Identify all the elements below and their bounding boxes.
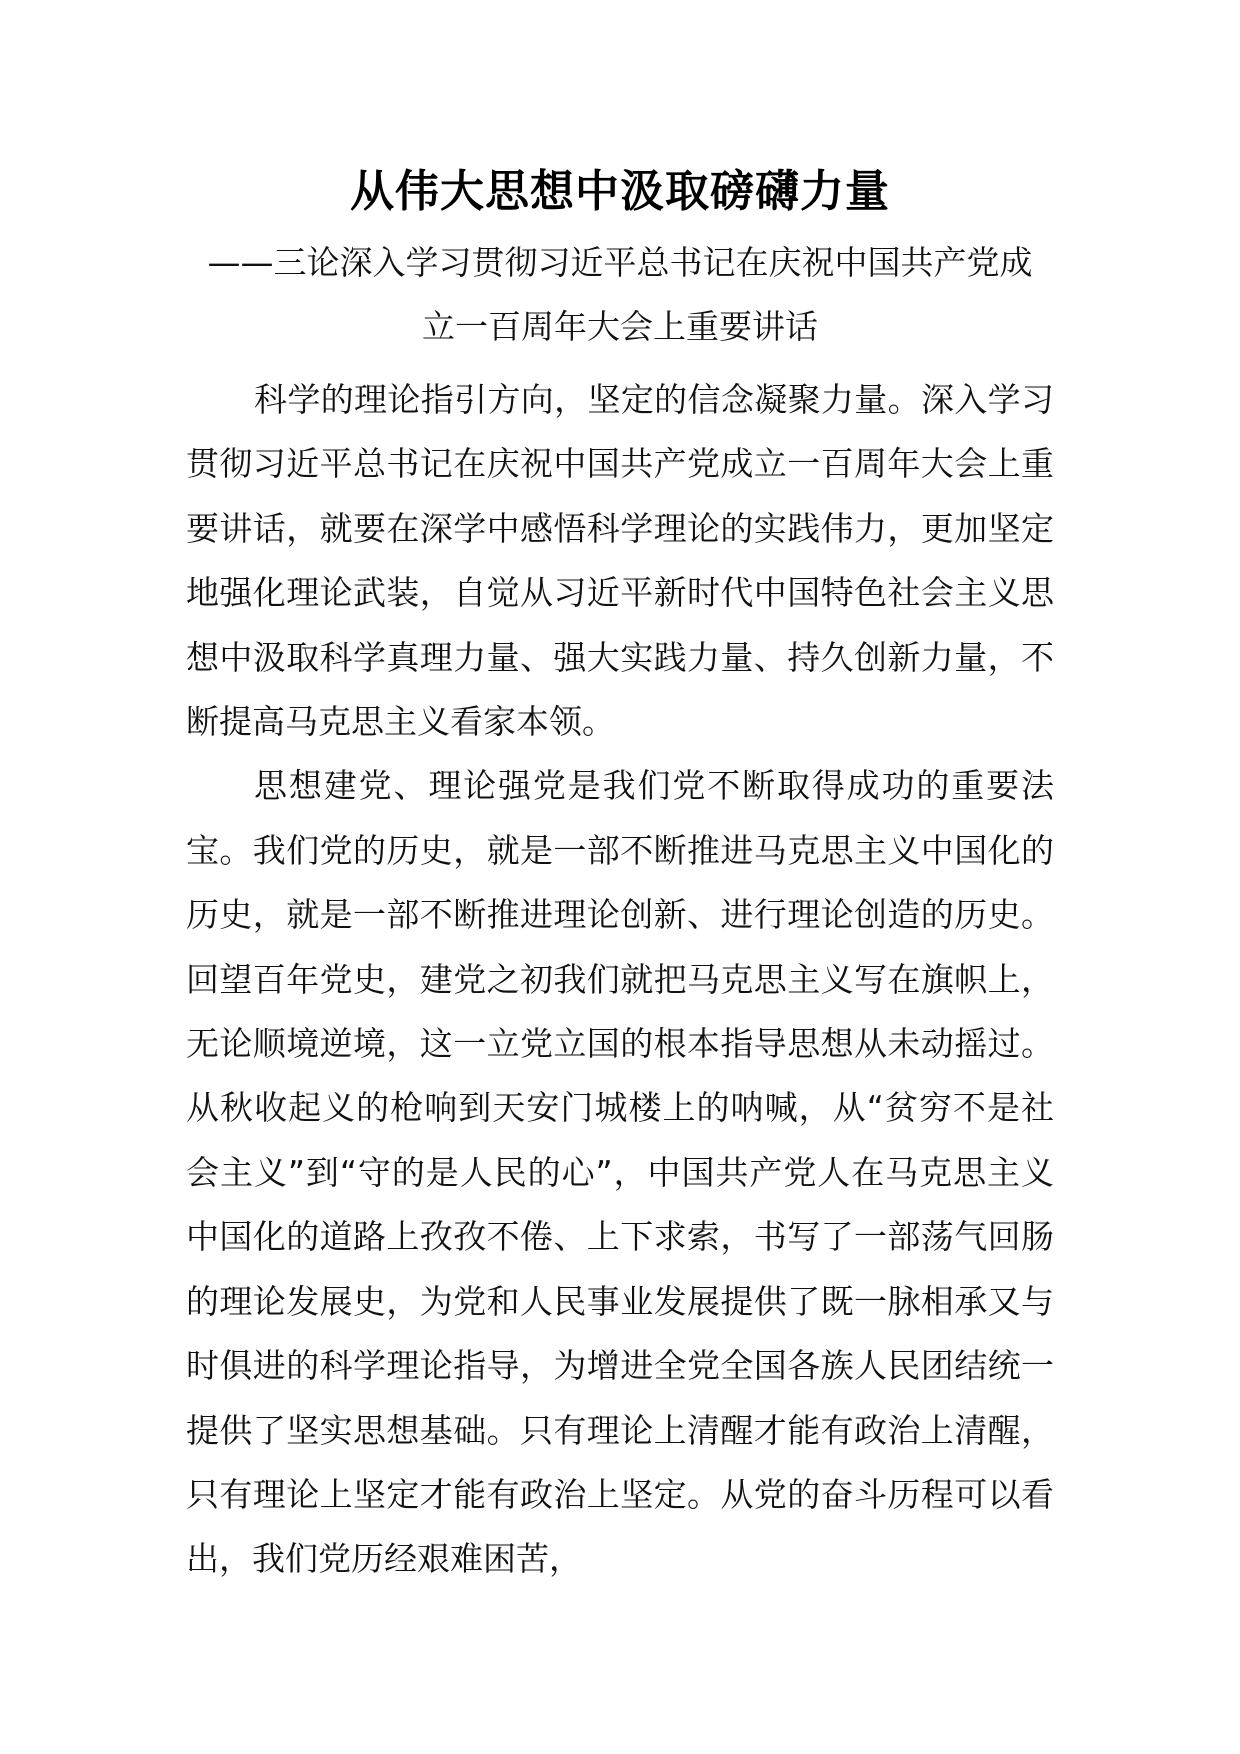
document-subtitle-line-1: ——三论深入学习贯彻习近平总书记在庆祝中国共产党成 — [207, 243, 1033, 282]
body-paragraph-2: 思想建党、理论强党是我们党不断取得成功的重要法宝。我们党的历史，就是一部不断推进马克思主义中国化的历史，就是一部不断推进理论创新、进行理论创造的历史。回望百年党史，建党之初我们就把马克思主义写在旗帜上，无论顺境逆境，这一立党立国的根本指导思想从未动摇过。从秋收起义的枪响到天安门城楼上的呐喊，从“贫穷不是社会主义”到“守的是人民的心”，中国共产党人在马克思主义中国化的道路上孜孜不倦、上下求索，书写了一部荡气回肠的理论发展史，为党和人民事业发展提供了既一脉相承又与时俱进的科学理论指导，为增进全党全国各族人民团结统一提供了坚实思想基础。只有理论上清醒才能有政治上清醒，只有理论上坚定才能有政治上坚定。从党的奋斗历程可以看出，我们党历经艰难困苦， — [186, 766, 1054, 1579]
document-body — [186, 368, 1054, 1592]
document-subtitle-line-2: 立一百周年大会上重要讲话 — [422, 307, 818, 346]
document-title: 从伟大思想中汲取磅礴力量 — [350, 166, 890, 217]
body-paragraph-1: 科学的理论指引方向，坚定的信念凝聚力量。深入学习贯彻习近平总书记在庆祝中国共产党成立一百周年大会上重要讲话，就要在深学中感悟科学理论的实践伟力，更加坚定地强化理论武装，自觉从习近平新时代中国特色社会主义思想中汲取科学真理力量、强大实践力量、持久创新力量，不断提高马克思主义看家本领。 — [186, 380, 1054, 742]
